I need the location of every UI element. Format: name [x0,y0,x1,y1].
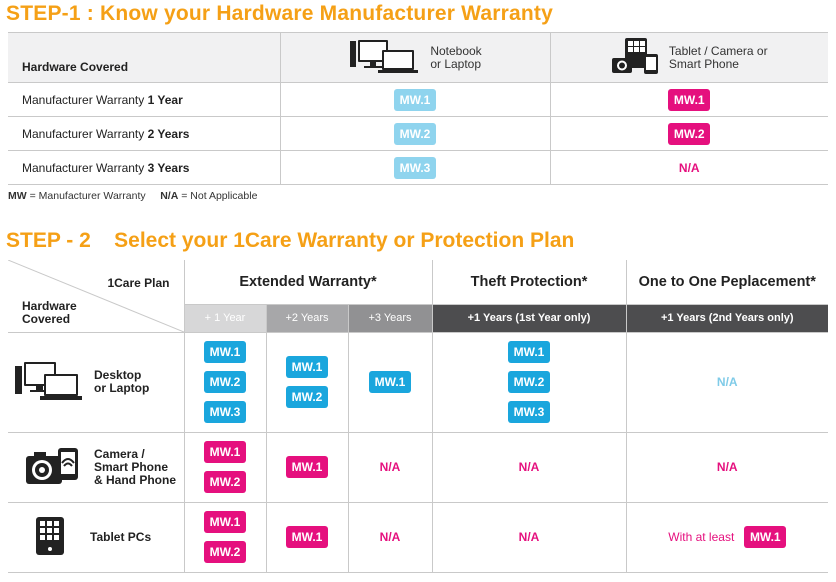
step2-title: STEP - 2 Select your 1Care Warranty or Protection Plan [6,229,575,252]
manufacturer-warranty-table [8,32,828,185]
mw-badge: MW.1 [204,441,246,463]
theft-subheader: +1 Years (1st Year only) [432,304,626,332]
mw-badge: MW.1 [394,89,436,111]
tablet-camera-phone-icon [611,37,661,78]
hardware-label-line1: Hardware [22,299,77,313]
mw-badge: MW.2 [204,471,246,493]
legend-footnote: MW = Manufacturer Warranty N/A = Not Applicable [8,190,258,202]
camera-label-line2: Smart Phone [94,459,169,474]
table-row [8,502,828,572]
mw-badge: MW.2 [394,123,436,145]
warranty-row-label: Manufacturer Warranty 1 Year [8,83,280,117]
care-plan-label: 1Care Plan [107,276,170,290]
one-to-one-header: One to One Peplacement* [626,260,828,304]
mw-badge: MW.1 [744,526,786,548]
tablet-row-header [8,502,184,572]
not-applicable-text: N/A [379,460,401,474]
mw-badge: MW.3 [508,401,550,423]
one-to-one-subheader: +1 Years (2nd Years only) [626,304,828,332]
mw-badge: MW.1 [286,526,328,548]
desktop-label-line2: or Laptop [94,381,150,395]
camera-row-header [8,432,184,502]
plus-3-years-subheader: +3 Years [348,304,432,332]
table-row [8,332,828,432]
with-at-least-text: With at least [668,530,735,544]
not-applicable-text: N/A [379,530,401,544]
tablet-column-header [550,33,828,83]
mw-badge: MW.1 [286,456,328,478]
notebook-label-line1: Notebook [430,43,482,58]
not-applicable-text: N/A [518,530,540,544]
mw-badge: MW.1 [204,511,246,533]
plus-2-years-subheader: +2 Years [266,304,348,332]
mw-badge: MW.2 [668,123,710,145]
mw-badge: MW.1 [286,356,328,378]
not-applicable-text: N/A [716,460,738,474]
tablet-icon [34,516,68,559]
not-applicable-text: N/A [678,160,700,175]
camera-label-line1: Camera / [94,446,145,461]
camera-phone-icon [14,444,84,491]
not-applicable-text: N/A [518,460,540,474]
mw-badge: MW.1 [508,341,550,363]
warranty-row-label: Manufacturer Warranty 3 Years [8,151,280,185]
mw-badge: MW.1 [204,341,246,363]
mw-badge: MW.3 [394,157,436,179]
theft-protection-header: Theft Protection* [432,260,626,304]
camera-label-line3: & Hand Phone [94,472,177,487]
desktop-laptop-icon [14,358,84,407]
tablet-label-line2: Smart Phone [668,56,739,71]
extended-warranty-header: Extended Warranty* [184,260,432,304]
step1-title: STEP-1 : Know your Hardware Manufacturer Warranty [6,2,553,25]
hardware-label-line2: Covered [22,312,71,326]
notebook-label-line2: or Laptop [430,56,482,71]
corner-header [8,260,184,332]
mw-badge: MW.2 [508,371,550,393]
tablet-label-line1: Tablet / Camera or [668,43,768,58]
table-row [8,83,828,117]
table-header-row [8,33,828,83]
hardware-covered-header: Hardware Covered [8,33,280,83]
desktop-laptop-icon [348,38,422,77]
table-row [8,117,828,151]
not-applicable-text: N/A [716,375,738,389]
plus-1-year-subheader: + 1 Year [184,304,266,332]
mw-badge: MW.2 [204,541,246,563]
table-row [8,432,828,502]
notebook-column-header [280,33,550,83]
warranty-row-label: Manufacturer Warranty 2 Years [8,117,280,151]
mw-badge: MW.1 [668,89,710,111]
tablet-label: Tablet PCs [90,529,152,544]
desktop-row-header [8,332,184,432]
protection-plan-table [8,260,828,573]
desktop-label-line1: Desktop [94,368,142,382]
mw-badge: MW.1 [369,371,411,393]
mw-badge: MW.2 [204,371,246,393]
mw-badge: MW.3 [204,401,246,423]
table-row [8,151,828,185]
mw-badge: MW.2 [286,386,328,408]
